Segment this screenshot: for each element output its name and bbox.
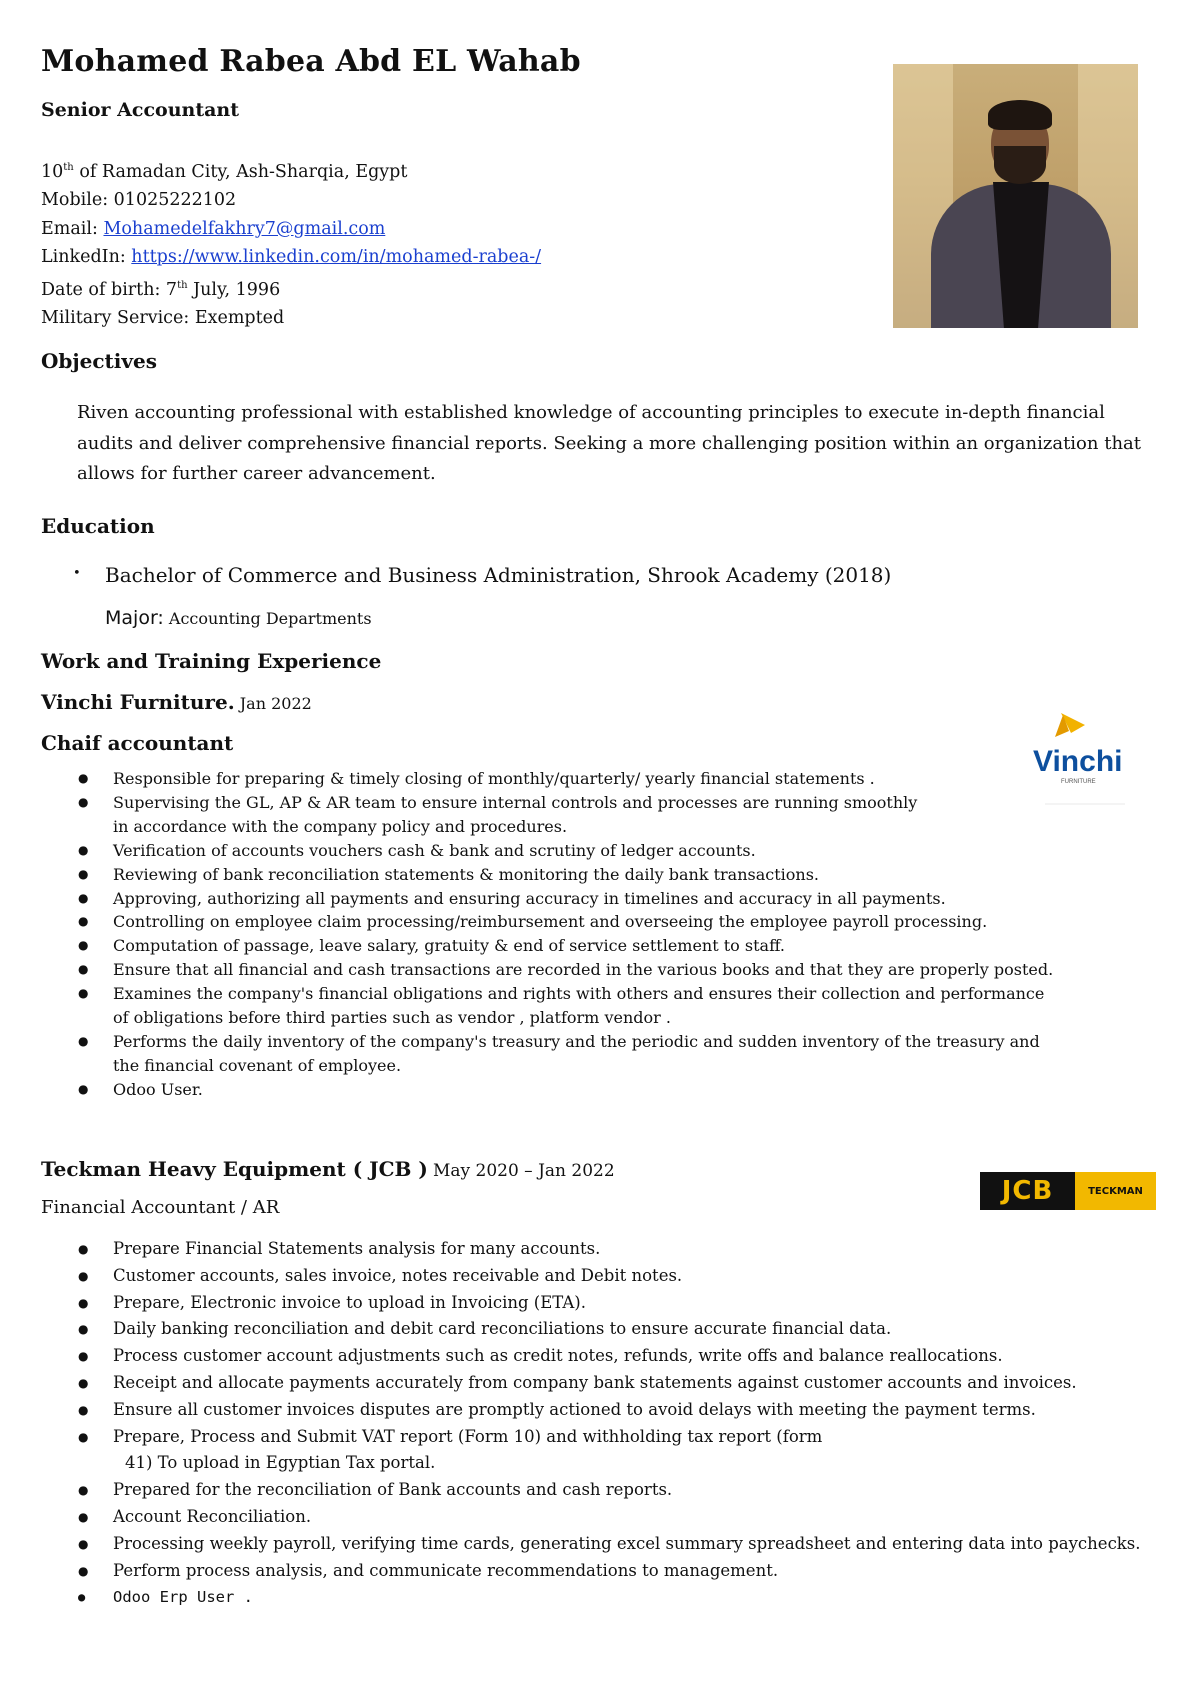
list-item: ● Prepare Financial Statements analysis for many accounts. [41, 1236, 1196, 1263]
list-item: ● Customer accounts, sales invoice, notes receivable and Debit notes. [41, 1263, 1196, 1290]
list-item: ● Examines the company's financial obligations and rights with others and ensures their collection and performance [41, 982, 1191, 1006]
teckman-logo-text: TECKMAN [1088, 1185, 1143, 1197]
dob-label: Date of birth: [41, 279, 166, 300]
objectives-text: Riven accounting professional with established knowledge of accounting principles to execute in-depth financial audits and deliver comprehensive financial reports. Seeking a more challenging position within an organization that allows for further career advancement. [77, 402, 1141, 484]
major-label: Major: [105, 607, 164, 629]
dob-line [41, 272, 541, 304]
education-heading: Education [41, 514, 155, 538]
military-label: Military Service: [41, 308, 195, 329]
dob-day: 7 [165, 279, 178, 300]
job2-header [41, 1157, 615, 1181]
list-item-continuation: in accordance with the company policy and procedures. [113, 816, 568, 836]
job2-title: Financial Accountant / AR [41, 1197, 280, 1218]
job2-company: Teckman Heavy Equipment ( JCB ) [41, 1157, 428, 1181]
job2-dates: May 2020 – Jan 2022 [432, 1161, 615, 1181]
mobile-label: Mobile: [41, 190, 114, 211]
list-item: ● Ensure that all financial and cash transactions are recorded in the various books and that they are properly posted. [41, 958, 1191, 982]
job-title: Senior Accountant [41, 99, 239, 121]
dob-suffix: th [177, 279, 188, 291]
list-item: ● Receipt and allocate payments accurately from company bank statements against customer accounts and invoices. [41, 1370, 1196, 1397]
education-degree: Bachelor of Commerce and Business Administration, Shrook Academy (2018) [105, 563, 892, 587]
list-item: ● Account Reconciliation. [41, 1504, 1196, 1531]
list-item: ● Prepared for the reconciliation of Bank accounts and cash reports. [41, 1477, 1196, 1504]
list-item: ● Process customer account adjustments such as credit notes, refunds, write offs and balance reallocations. [41, 1343, 1196, 1370]
address-text: of Ramadan City, Ash-Sharqia, Egypt [73, 161, 408, 182]
list-item: ● Daily banking reconciliation and debit card reconciliations to ensure accurate financial data. [41, 1316, 1196, 1343]
linkedin-link[interactable]: https://www.linkedin.com/in/mohamed-rabea-/ [131, 247, 542, 268]
job1-header [41, 690, 312, 714]
list-item-continuation: of obligations before third parties such as vendor , platform vendor . [113, 1008, 671, 1028]
military-line [41, 304, 541, 333]
job1-title: Chaif accountant [41, 731, 234, 755]
candidate-name: Mohamed Rabea Abd EL Wahab [41, 44, 581, 79]
list-item: ● Reviewing of bank reconciliation statements & monitoring the daily bank transactions. [41, 863, 1191, 887]
vinchi-logo-sub: FURNITURE [1061, 779, 1096, 785]
address-number: 10 [41, 161, 64, 182]
list-item-continuation: the financial covenant of employee. [113, 1055, 402, 1075]
list-item: ● Controlling on employee claim processing/reimbursement and overseeing the employee payroll processing. [41, 910, 1191, 934]
objectives-heading: Objectives [41, 349, 157, 373]
list-item: ● Perform process analysis, and communicate recommendations to management. [41, 1558, 1196, 1585]
email-line [41, 215, 541, 244]
list-item: ● Performs the daily inventory of the company's treasury and the periodic and sudden inventory of the treasury and [41, 1030, 1191, 1054]
major-value: Accounting Departments [163, 609, 372, 628]
list-item: ● Supervising the GL, AP & AR team to ensure internal controls and processes are running smoothly [41, 791, 1191, 815]
email-label: Email: [41, 218, 104, 239]
list-item: ● Computation of passage, leave salary, gratuity & end of service settlement to staff. [41, 934, 1191, 958]
list-item: ● Approving, authorizing all payments and ensuring accuracy in timelines and accuracy in all payments. [41, 887, 1191, 911]
list-item: ● Verification of accounts vouchers cash & bank and scrutiny of ledger accounts. [41, 839, 1191, 863]
linkedin-line [41, 243, 541, 272]
list-item: ● Prepare, Process and Submit VAT report (Form 10) and withholding tax report (form [41, 1424, 1196, 1451]
jcb-logo-text: JCB [1001, 1176, 1054, 1206]
vinchi-logo-text: Vinchi [1033, 745, 1123, 778]
dob-rest: July, 1996 [187, 279, 281, 300]
email-link[interactable]: Mohamedelfakhry7@gmail.com [103, 218, 386, 239]
jcb-teckman-logo [980, 1172, 1156, 1210]
list-item: ● Prepare, Electronic invoice to upload in Invoicing (ETA). [41, 1290, 1196, 1317]
list-item-continuation: 41) To upload in Egyptian Tax portal. [125, 1453, 436, 1473]
education-bullet-icon: • [73, 566, 81, 581]
job1-company: Vinchi Furniture. [41, 690, 235, 714]
job2-bullet-list [41, 1236, 1196, 1611]
mobile-line [41, 186, 541, 215]
education-major [105, 607, 372, 629]
job1-dates: Jan 2022 [239, 694, 312, 713]
list-item: ● Responsible for preparing & timely closing of monthly/quarterly/ yearly financial statements . [41, 767, 1191, 791]
address [41, 154, 541, 186]
job1-bullet-list [41, 767, 1191, 1102]
list-item: ● Ensure all customer invoices disputes are promptly actioned to avoid delays with meeting the payment terms. [41, 1397, 1196, 1424]
contact-block [41, 154, 541, 333]
profile-photo [893, 64, 1138, 328]
list-item: ● Odoo User. [41, 1078, 1191, 1102]
list-item: ● Odoo Erp User . [41, 1584, 1196, 1611]
military-status: Exempted [194, 308, 285, 329]
address-suffix: th [63, 162, 74, 173]
work-heading: Work and Training Experience [41, 649, 382, 673]
mobile-number: 01025222102 [113, 190, 237, 211]
linkedin-label: LinkedIn: [41, 247, 132, 268]
list-item: ● Processing weekly payroll, verifying time cards, generating excel summary spreadsheet and entering data into paychecks. [41, 1531, 1196, 1558]
